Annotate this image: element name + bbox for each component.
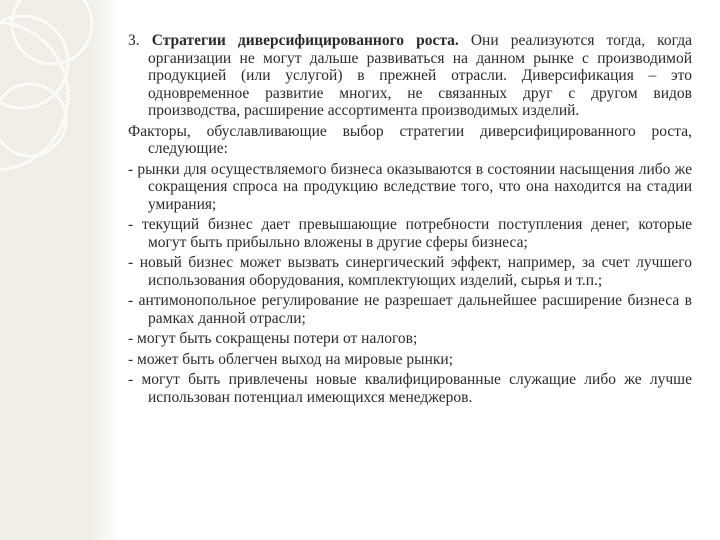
factor-item: - могут быть сокращены потери от налогов;: [128, 330, 418, 347]
factors-intro: Факторы, обуславливающие выбор стратегии диверсифицированного роста, следующие:: [128, 122, 692, 157]
heading-bold-title: Стратегии диверсифицированного роста.: [151, 32, 459, 49]
factor-item: - может быть облегчен выход на мировые рынки;: [128, 350, 454, 368]
heading-text: Они реализуются тогда, когда организации не могут дальше развиваться на данном рынке с производимой продукцией (или услугой) в прежней отрасли. Диверсификация – это одновременное развитие многих, не связанных друг с другом видов производства, расширение ассортимента производимых изделий.: [148, 32, 693, 119]
heading-number: 3.: [128, 32, 140, 49]
heading-paragraph: [128, 32, 692, 120]
factor-item: - новый бизнес может вызвать синергический эффект, например, за счет лучшего использования оборудования, комплектующих изделий, сырья и т.п.;: [128, 254, 692, 289]
factor-item: - рынки для осуществляемого бизнеса оказываются в состоянии насыщения либо же сокращения спроса на продукцию вследствие того, что она находится на стадии умирания;: [128, 160, 692, 213]
factor-item: - могут быть привлечены новые квалифицированные служащие либо же лучше использован потенциал имеющихся менеджеров.: [128, 371, 692, 406]
factor-item: - антимонопольное регулирование не разрешает дальнейшее расширение бизнеса в рамках данной отрасли;: [128, 292, 692, 327]
factor-item: - текущий бизнес дает превышающие потребности поступления денег, которые могут быть прибыльно вложены в другие сферы бизнеса;: [128, 216, 692, 251]
slide-text-body: [128, 32, 692, 409]
